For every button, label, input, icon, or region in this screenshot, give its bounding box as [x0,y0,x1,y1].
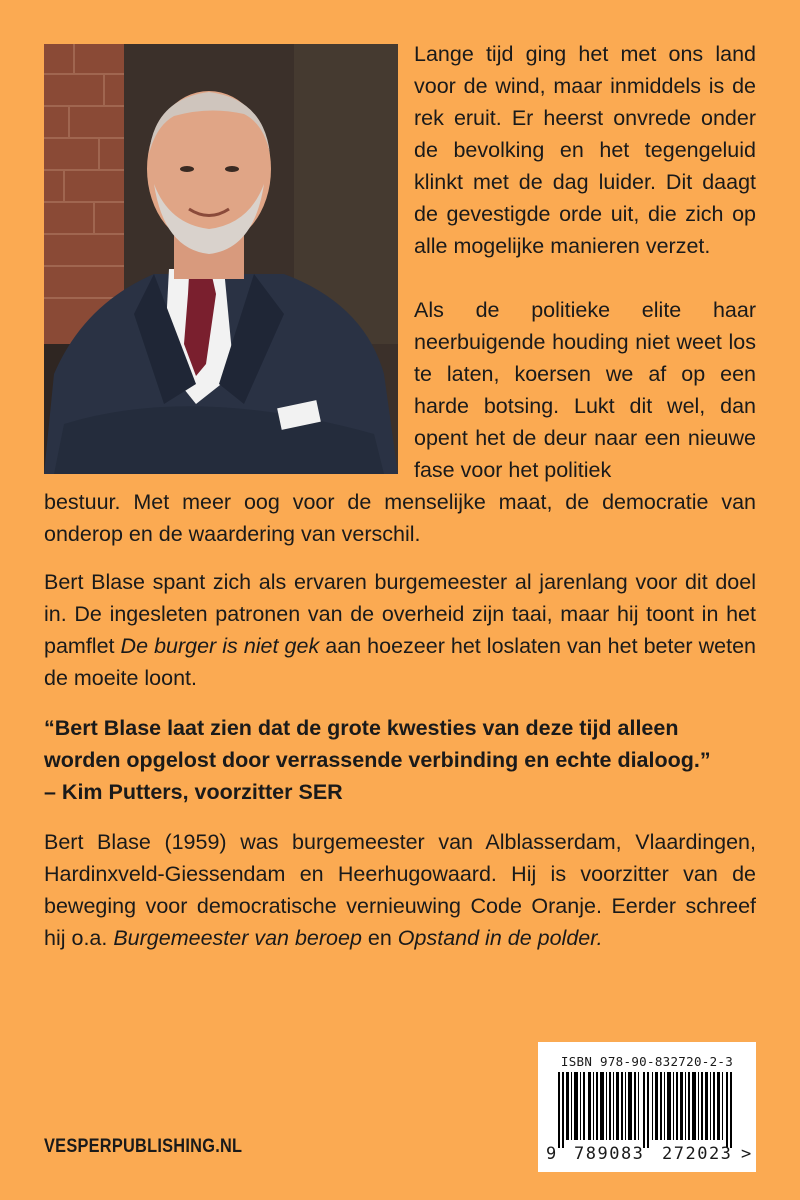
paragraph-intro: Lange tijd ging het met ons land voor de wind, maar inmiddels is de rek eruit. Er heerst onvrede onder de bevolking en het tegengeluid klinkt met de dag luider. Dit daagt de gevestigde orde uit, die zich op alle mogelijke manieren verzet. [414,42,756,258]
barcode-bars [558,1072,736,1148]
author-photo [44,44,398,474]
right-column-text [414,38,756,518]
paragraph-author-effort [44,566,756,694]
bio-connector: en [361,926,398,950]
pamphlet-title: De burger is niet gek [120,634,320,658]
barcode-digit-first: 9 [546,1144,557,1164]
barcode-digits [538,1144,756,1166]
paragraph-author-effort-before: Bert Blase spant zich als ervaren burgemeester al jarenlang voor dit doel in. De ingesleten patronen van de overheid zijn taai, maar hij toont in het pamflet [44,570,756,658]
barcode-digits-group2: 272023 [662,1144,733,1164]
quote-attribution: – Kim Putters, voorzitter SER [44,780,343,804]
endorsement-quote [44,712,756,808]
bio-text: Bert Blase (1959) was burgemeester van Alblasserdam, Vlaardingen, Hardinxveld-Giessendam en Heerhugowaard. Hij is voorzitter van de beweging voor democratische vernieuwing Code Oranje. Eerder schreef hij o.a. [44,830,756,950]
paragraph-elite-continued: bestuur. Met meer oog voor de menselijke maat, de democratie van onderop en de waardering van verschil. [44,490,756,546]
isbn-barcode [538,1042,756,1172]
isbn-label: ISBN 978-90-832720-2-3 [560,1054,734,1069]
paragraph-elite: Als de politieke elite haar neerbuigende houding niet weet los te laten, koersen we af op een harde botsing. Lukt dit wel, dan opent het de deur naar een nieuwe fase voor het politiek [414,298,756,482]
paragraph-author-effort-after: aan hoezeer het loslaten van het beter weten de moeite loont. [44,634,757,690]
book-title-2: Opstand in de polder. [397,926,603,950]
publisher-url: VESPERPUBLISHING.NL [44,1136,243,1157]
author-bio [44,826,756,954]
barcode-digits-group1: 789083 [574,1144,645,1164]
book-title-1: Burgemeester van beroep [113,926,362,950]
quote-text: “Bert Blase laat zien dat de grote kwesties van deze tijd alleen worden opgelost door verrassende verbinding en echte dialoog.” [44,716,711,772]
barcode-digit-end: > [741,1144,752,1164]
author-portrait-image [44,44,398,474]
